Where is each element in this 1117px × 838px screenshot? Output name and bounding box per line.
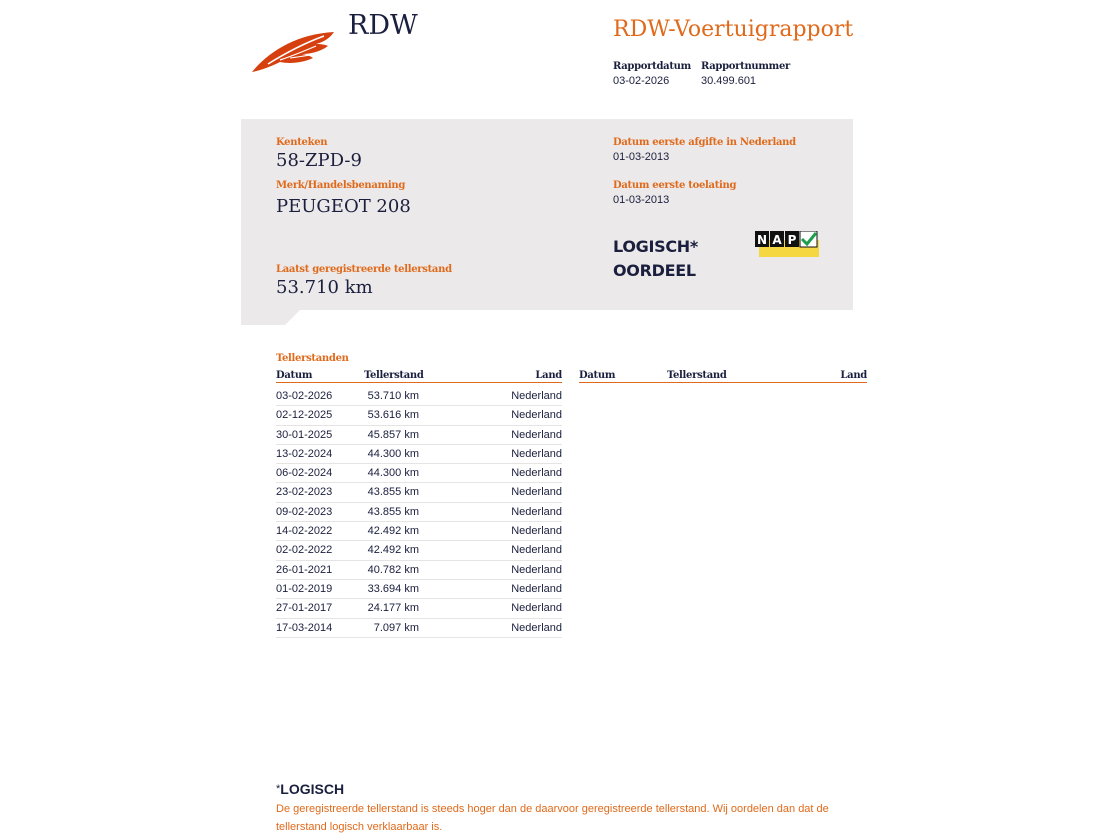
row-km: 43.855 km: [367, 486, 419, 499]
row-km: 53.710 km: [367, 390, 419, 402]
row-date: 02-12-2025: [276, 409, 333, 422]
plate-field: [276, 137, 362, 171]
row-km: 53.616 km: [367, 409, 419, 422]
col-date-header: Datum: [276, 370, 313, 381]
row-country: Nederland: [511, 602, 562, 615]
row-date: 01-02-2019: [276, 582, 333, 595]
report-title: RDW-Voertuigrapport: [613, 17, 854, 42]
brand-name: RDW: [348, 10, 418, 41]
report-number-block: [701, 61, 790, 87]
row-country: Nederland: [511, 544, 562, 557]
verdict-line-2: OORDEEL: [613, 261, 696, 280]
first-nl-value: 01-03-2013: [613, 151, 670, 163]
verdict: [613, 235, 698, 283]
row-date: 02-02-2022: [276, 544, 333, 557]
table-row: [276, 483, 562, 502]
footnote-title-text: LOGISCH: [280, 781, 345, 797]
table-row: [276, 464, 562, 483]
row-date: 30-01-2025: [276, 428, 333, 441]
readings-title: Tellerstanden: [276, 353, 349, 364]
row-km: 42.492 km: [367, 544, 419, 557]
nap-check-icon: [755, 231, 819, 257]
rdw-logo-icon: [250, 28, 336, 74]
row-country: Nederland: [511, 582, 562, 595]
table-row: [276, 541, 562, 560]
row-km: 45.857 km: [367, 428, 419, 441]
plate-value: 58-ZPD-9: [276, 150, 362, 171]
row-km: 33.694 km: [367, 582, 419, 595]
footnote-text: De geregistreerde tellerstand is steeds hoger dan de daarvoor geregistreerde tellerstand. Wij oordelen dan dat de tellerstand logisch verklaarbaar is.: [276, 803, 829, 833]
last-reading-label: Laatst geregistreerde tellerstand: [276, 264, 452, 275]
table-row: [276, 426, 562, 445]
row-km: 24.177 km: [367, 602, 419, 615]
row-country: Nederland: [511, 563, 562, 576]
col-km-header: Tellerstand: [667, 370, 727, 381]
row-date: 27-01-2017: [276, 602, 333, 615]
table-row: [276, 522, 562, 541]
row-date: 06-02-2024: [276, 467, 333, 480]
table-row: [276, 561, 562, 580]
verdict-line-1: LOGISCH*: [613, 237, 698, 256]
row-country: Nederland: [511, 409, 562, 422]
row-country: Nederland: [511, 525, 562, 538]
nap-letter-n: N: [756, 233, 768, 247]
row-date: 14-02-2022: [276, 525, 333, 538]
col-km-header: Tellerstand: [364, 370, 424, 381]
report-date-block: [613, 61, 691, 87]
plate-label: Kenteken: [276, 137, 328, 148]
row-km: 7.097 km: [373, 621, 419, 634]
row-country: Nederland: [511, 428, 562, 441]
report-date-value: 03-02-2026: [613, 75, 670, 87]
table-row: [276, 580, 562, 599]
row-country: Nederland: [511, 505, 562, 518]
row-country: Nederland: [511, 447, 562, 460]
table-row: [276, 387, 562, 406]
col-country-header: Land: [840, 370, 867, 381]
row-country: Nederland: [511, 621, 562, 634]
readings-table: [276, 387, 562, 638]
table-row: [276, 445, 562, 464]
first-admission-label: Datum eerste toelating: [613, 180, 737, 191]
last-reading-value: 53.710 km: [276, 277, 373, 298]
first-admission-value: 01-03-2013: [613, 194, 670, 206]
row-country: Nederland: [511, 390, 562, 402]
first-nl-field: [613, 137, 796, 163]
readings-header-right: [579, 370, 867, 383]
footnote-title: [276, 781, 344, 797]
table-row: [276, 406, 562, 425]
row-date: 09-02-2023: [276, 505, 333, 518]
row-country: Nederland: [511, 467, 562, 480]
make-value: PEUGEOT 208: [276, 196, 411, 217]
make-label: Merk/Handelsbenaming: [276, 180, 406, 191]
col-date-header: Datum: [579, 370, 616, 381]
report-number-value: 30.499.601: [701, 75, 757, 87]
readings-header-left: [276, 370, 562, 383]
row-date: 17-03-2014: [276, 621, 333, 634]
row-km: 44.300 km: [367, 467, 419, 480]
report-number-label: Rapportnummer: [701, 61, 790, 72]
row-km: 40.782 km: [367, 563, 419, 576]
last-reading-field: [276, 264, 452, 298]
row-date: 03-02-2026: [276, 390, 333, 402]
row-date: 26-01-2021: [276, 563, 333, 576]
row-date: 23-02-2023: [276, 486, 333, 499]
nap-letter-p: P: [787, 233, 797, 247]
row-km: 42.492 km: [367, 525, 419, 538]
report-date-label: Rapportdatum: [613, 61, 691, 72]
make-field: [276, 180, 411, 217]
row-km: 43.855 km: [367, 505, 419, 518]
first-admission-field: [613, 180, 736, 206]
footnote-star: *: [276, 783, 281, 795]
panel-tab-shape: [241, 309, 301, 325]
table-row: [276, 619, 562, 638]
row-date: 13-02-2024: [276, 447, 333, 460]
row-km: 44.300 km: [367, 447, 419, 460]
nap-letter-a: A: [772, 233, 782, 247]
table-row: [276, 503, 562, 522]
table-row: [276, 599, 562, 618]
row-country: Nederland: [511, 486, 562, 499]
col-country-header: Land: [535, 370, 562, 381]
first-nl-label: Datum eerste afgifte in Nederland: [613, 137, 796, 148]
